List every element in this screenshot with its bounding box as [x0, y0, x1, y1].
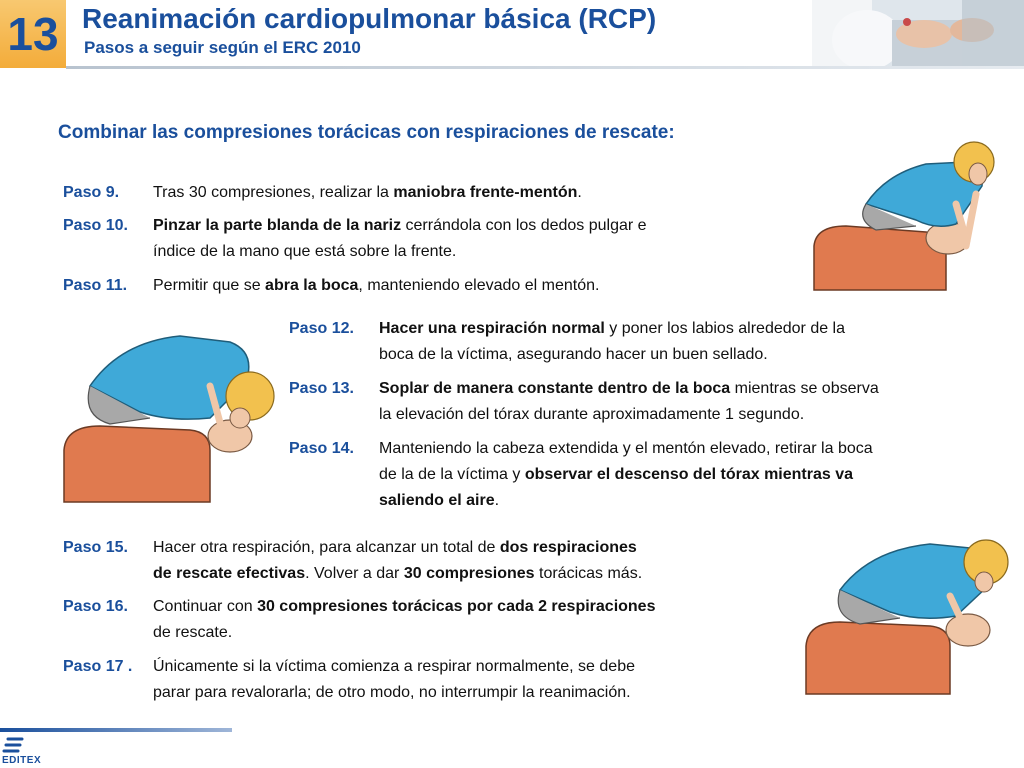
step-item [63, 180, 783, 206]
step-text-line [379, 488, 499, 514]
step-text-segment: mientras se observa [730, 380, 879, 397]
step-text-segment: parar para revalorarla; de otro modo, no interrumpir la reanimación. [153, 684, 631, 701]
step-number: Paso 10. [63, 217, 128, 234]
step-number: Paso 11. [63, 277, 128, 294]
step-text-bold: abra la boca [265, 277, 359, 294]
step-text-segment: . [577, 184, 582, 201]
step-text-segment: índice de la mano que está sobre la frente. [153, 243, 457, 260]
step-text-bold: 30 compresiones [403, 565, 535, 582]
step-text-line [153, 239, 456, 265]
illustration-head-tilt-chin-lift [806, 134, 1010, 294]
chapter-number: 13 [0, 0, 66, 68]
step-text-bold: 30 compresiones torácicas por cada 2 respiraciones [257, 598, 656, 615]
step-text-segment: y poner los labios alrededor de la [604, 320, 846, 337]
step-text-segment: Permitir que se [153, 277, 266, 294]
step-text-bold: observar el descenso del tórax mientras va [524, 466, 853, 483]
step-text-segment: de rescate. [153, 624, 233, 641]
step-text-bold: Pinzar la parte blanda de la nariz [153, 217, 402, 234]
step-text-bold: Soplar de manera constante dentro de la boca [379, 380, 731, 397]
step-text-segment: cerrándola con los dedos pulgar e [401, 217, 647, 234]
step-number: Paso 14. [289, 440, 354, 457]
slide-title: Reanimación cardiopulmonar básica (RCP) [82, 3, 657, 34]
editex-logo [0, 735, 60, 767]
step-text-line [153, 620, 232, 646]
step-text-segment: la elevación del tórax durante aproximadamente 1 segundo. [379, 406, 805, 423]
step-text-segment: . Volver a dar [305, 565, 404, 582]
step-number: Paso 9. [63, 184, 120, 201]
step-text-segment: Continuar con [153, 598, 258, 615]
step-text-line [379, 316, 845, 342]
step-text-line [153, 273, 599, 299]
step-item [289, 376, 1009, 428]
step-text-line [153, 535, 637, 561]
step-text-segment: Únicamente si la víctima comienza a respirar normalmente, se debe [153, 658, 635, 675]
step-text-line [379, 402, 804, 428]
step-text-segment: torácicas más. [534, 565, 643, 582]
step-text-segment: . [494, 492, 500, 509]
step-item [289, 316, 1009, 368]
step-item [63, 654, 783, 706]
step-text-segment: de la de la víctima y [379, 466, 525, 483]
illustration-rescue-breath [60, 326, 280, 506]
step-text-bold: de rescate efectivas [153, 565, 306, 582]
step-text-bold: Hacer una respiración normal [379, 320, 605, 337]
step-text-bold: dos respiraciones [499, 539, 637, 556]
slide-header [0, 0, 1024, 68]
step-number: Paso 13. [289, 380, 354, 397]
slide-subtitle: Pasos a seguir según el ERC 2010 [84, 38, 361, 57]
step-text-segment: Manteniendo la cabeza extendida y el mentón elevado, retirar la boca [379, 440, 873, 457]
step-text-line [153, 213, 647, 239]
step-item [289, 436, 1009, 514]
step-text-line [153, 654, 635, 680]
step-text-line [153, 180, 582, 206]
step-text-bold: maniobra frente-mentón [393, 184, 578, 201]
step-text-segment: Tras 30 compresiones, realizar la [153, 184, 394, 201]
step-text-line [153, 594, 655, 620]
step-item [63, 594, 783, 646]
illustration-watch-chest [800, 526, 1014, 698]
section-heading: Combinar las compresiones torácicas con respiraciones de rescate: [58, 122, 675, 143]
step-text-line [379, 376, 879, 402]
step-text-line [153, 680, 631, 706]
step-text-line [379, 436, 873, 462]
editex-logo-mark [0, 735, 40, 757]
step-text-line [379, 342, 768, 368]
step-number: Paso 12. [289, 320, 354, 337]
step-text-segment: boca de la víctima, asegurando hacer un buen sellado. [379, 346, 768, 363]
step-number: Paso 15. [63, 539, 128, 556]
header-divider [66, 66, 1024, 69]
step-number: Paso 16. [63, 598, 128, 615]
logo-text: EDITEX [2, 755, 42, 766]
step-item [63, 535, 783, 587]
step-item [63, 213, 783, 265]
header-photo [812, 0, 1024, 66]
step-item [63, 273, 783, 299]
header-photo-image [812, 0, 1024, 66]
step-text-segment: , manteniendo elevado el mentón. [358, 277, 600, 294]
step-number: Paso 17 . [63, 658, 133, 675]
step-text-bold: saliendo el aire [379, 492, 495, 509]
step-text-segment: Hacer otra respiración, para alcanzar un total de [153, 539, 500, 556]
step-text-line [379, 462, 853, 488]
footer-divider [0, 728, 232, 732]
step-text-line [153, 561, 642, 587]
